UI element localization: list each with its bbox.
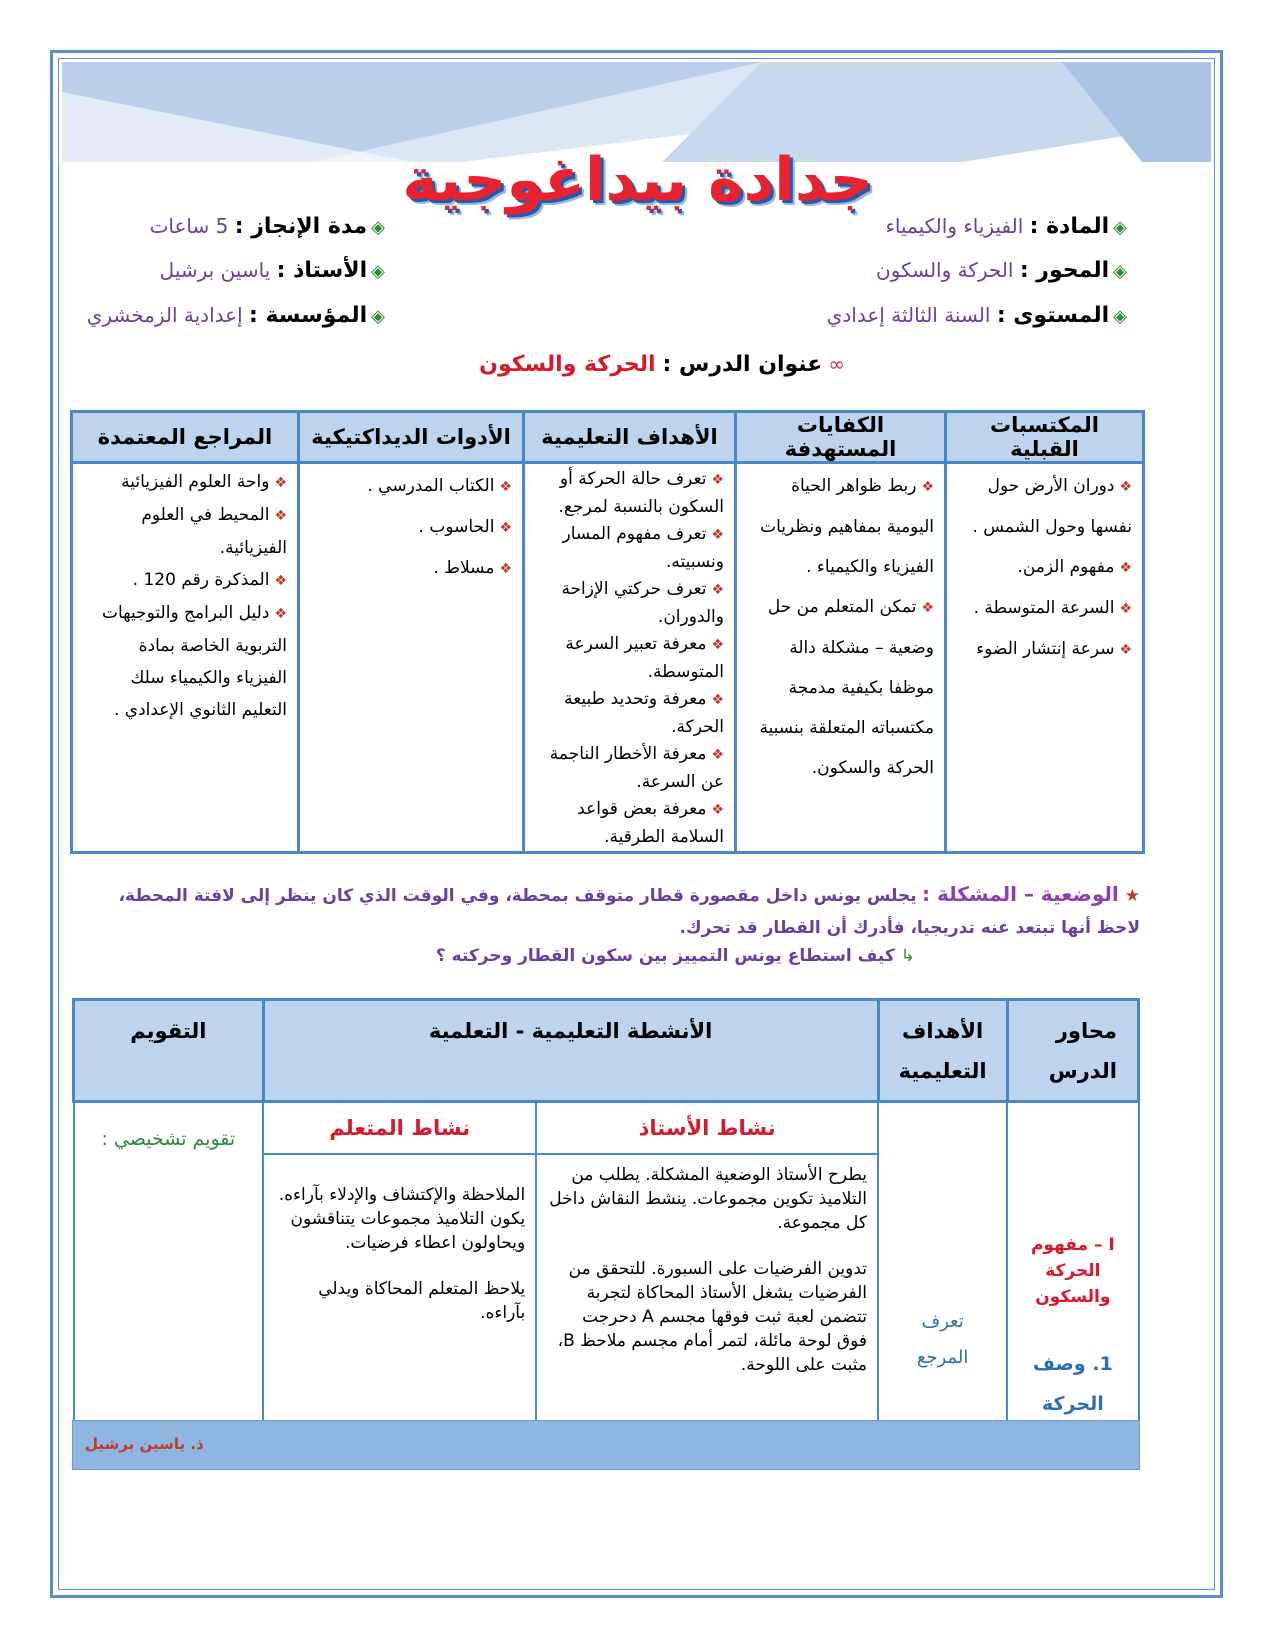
diamond-bullet-icon: ❖ — [1119, 601, 1132, 617]
list-item: ❖سرعة إنتشار الضوء — [976, 639, 1132, 659]
list-item: ❖المحيط في العلوم الفيزيائية. — [141, 505, 287, 558]
objectives-cell — [524, 463, 736, 853]
diamond-bullet-icon: ❖ — [711, 692, 724, 708]
subject-info: ◈المادة : الفيزياء والكيمياء — [885, 214, 1127, 239]
problem-question: ↳كيف استطاع يونس التمييز بين سكون القطار وحركته ؟ — [435, 946, 915, 966]
diamond-bullet-icon: ❖ — [274, 475, 287, 491]
diamond-bullet-icon: ❖ — [711, 472, 724, 488]
lesson-overview-table — [70, 410, 1145, 854]
list-item: ❖الحاسوب . — [418, 517, 512, 537]
header-activities: الأنشطة التعليمية - التعلمية — [263, 1000, 878, 1102]
teacher-activity-cell: يطرح الأستاذ الوضعية المشكلة. يطلب من التلاميذ تكوين مجموعات. ينشط النقاش داخل كل مجموعة. تدوين الفرضيات على السبورة. للتحقق من الفرضيات يشغل الأستاذ المحاكاة لتجربة تتضمن لعبة ثبت فوقها مجسم A دحرجت فوق لوحة مائلة، لتمر أمام مجسم ملاحظ B، مثبت على اللوحة. — [536, 1154, 878, 1462]
list-item: ❖معرفة بعض قواعد السلامة الطرقية. — [577, 799, 724, 847]
diamond-bullet-icon: ❖ — [499, 479, 512, 495]
goals-cell — [878, 1102, 1007, 1463]
arrow-icon: ↳ — [900, 946, 915, 966]
problem-situation-line2: لاحظ أنها تبتعد عنه تدريجيا، فأدرك أن القطار قد تحرك. — [679, 918, 1140, 938]
tools-cell — [299, 463, 524, 853]
list-item: ❖ربط ظواهر الحياة اليومية بمفاهيم ونظريات الفيزياء والكيمياء . — [760, 476, 934, 577]
school-info: ◈المؤسسة : إعدادية الزمخشري — [86, 303, 385, 328]
axis-info: ◈المحور : الحركة والسكون — [876, 258, 1127, 283]
diamond-bullet-icon: ❖ — [499, 561, 512, 577]
lesson-title: ∞عنوان الدرس : الحركة والسكون — [479, 352, 845, 377]
level-info: ◈المستوى : السنة الثالثة إعدادي — [826, 303, 1127, 328]
prior-knowledge-cell — [946, 463, 1144, 853]
diamond-bullet-icon: ❖ — [274, 606, 287, 622]
diamond-bullet-icon: ❖ — [711, 527, 724, 543]
ornament-icon: ∞ — [828, 352, 845, 376]
footer-author: ذ. ياسين برشيل — [85, 1435, 204, 1453]
diamond-bullet-icon: ❖ — [274, 573, 287, 589]
list-item: ❖مسلاط . — [433, 558, 512, 578]
teacher-activity-header: نشاط الأستاذ — [536, 1102, 878, 1155]
diamond-bullet-icon: ◈ — [371, 217, 385, 238]
header-tools: الأدوات الديداكتيكية — [299, 412, 524, 463]
list-item: ❖معرفة وتحديد طبيعة الحركة. — [564, 689, 724, 737]
star-icon: ★ — [1124, 886, 1140, 906]
diamond-bullet-icon: ◈ — [371, 261, 385, 282]
list-item: ❖تعرف حالة الحركة أو السكون بالنسبة لمرجع. — [558, 469, 724, 517]
diamond-bullet-icon: ❖ — [711, 802, 724, 818]
list-item: ❖تمكن المتعلم من حل وضعية – مشكلة دالة موظفا بكيفية مدمجة مكتسباته المتعلقة بنسبية الحركة والسكون. — [759, 597, 934, 778]
teacher-info: ◈الأستاذ : ياسين برشيل — [159, 258, 385, 283]
axis-main-title: I – مفهوم الحركة والسكون — [1030, 1235, 1115, 1307]
lesson-axes-cell — [1007, 1102, 1138, 1463]
duration-info: ◈مدة الإنجاز : 5 ساعات — [149, 214, 385, 239]
document-title: جدادة بيداغوجية — [402, 145, 873, 215]
header-lesson-axes: محاور الدرس — [1007, 1000, 1138, 1102]
learner-activity-header: نشاط المتعلم — [263, 1102, 536, 1155]
learner-activity-cell: الملاحظة والإكتشاف والإدلاء بآراءه. يكون التلاميذ مجموعات يتناقشون ويحاولون اعطاء فرضيات. يلاحظ المتعلم المحاكاة ويدلي بآراءه. — [263, 1154, 536, 1462]
list-item: ❖مفهوم الزمن. — [1017, 557, 1132, 577]
lesson-activities-table — [72, 998, 1140, 1463]
diamond-bullet-icon: ❖ — [711, 637, 724, 653]
evaluation-cell — [74, 1102, 264, 1463]
diamond-bullet-icon: ❖ — [921, 600, 934, 616]
list-item: ❖دوران الأرض حول نفسها وحول الشمس . — [972, 476, 1132, 537]
axis-subtitle: 1. وصف الحركة — [1032, 1353, 1113, 1415]
page-footer — [72, 1420, 1140, 1470]
diamond-bullet-icon: ◈ — [371, 306, 385, 327]
list-item: ❖المذكرة رقم 120 . — [132, 570, 287, 590]
list-item: ❖السرعة المتوسطة . — [973, 598, 1132, 618]
header-goals: الأهداف التعليمية — [878, 1000, 1007, 1102]
diamond-bullet-icon: ❖ — [1119, 642, 1132, 658]
header-prior-knowledge: المكتسبات القبلية — [946, 412, 1144, 463]
competencies-cell — [736, 463, 946, 853]
diamond-bullet-icon: ❖ — [499, 520, 512, 536]
list-item: ❖دليل البرامج والتوجيهات التربوية الخاصة بمادة الفيزياء والكيمياء سلك التعليم الثانوي الإعدادي . — [101, 603, 287, 720]
list-item: ❖تعرف حركتي الإزاحة والدوران. — [561, 579, 724, 627]
goal-text: تعرف المرجع — [916, 1311, 969, 1368]
header-competencies: الكفايات المستهدفة — [736, 412, 946, 463]
list-item: ❖معرفة الأخطار الناجمة عن السرعة. — [549, 744, 724, 792]
diamond-bullet-icon: ❖ — [711, 582, 724, 598]
diamond-bullet-icon: ❖ — [921, 479, 934, 495]
header-objectives: الأهداف التعليمية — [524, 412, 736, 463]
diamond-bullet-icon: ◈ — [1113, 306, 1127, 327]
list-item: ❖معرفة تعبير السرعة المتوسطة. — [565, 634, 724, 682]
diamond-bullet-icon: ◈ — [1113, 261, 1127, 282]
evaluation-text: تقويم تشخيصي : — [101, 1128, 236, 1150]
diamond-bullet-icon: ❖ — [274, 508, 287, 524]
references-cell — [72, 463, 299, 853]
list-item: ❖الكتاب المدرسي . — [367, 476, 512, 496]
header-evaluation: التقويم — [74, 1000, 264, 1102]
diamond-bullet-icon: ◈ — [1113, 217, 1127, 238]
list-item: ❖تعرف مفهوم المسار ونسبيته. — [562, 524, 724, 572]
list-item: ❖واحة العلوم الفيزيائية — [121, 472, 287, 492]
diamond-bullet-icon: ❖ — [1119, 479, 1132, 495]
diamond-bullet-icon: ❖ — [1119, 560, 1132, 576]
diamond-bullet-icon: ❖ — [711, 747, 724, 763]
header-references: المراجع المعتمدة — [72, 412, 299, 463]
problem-situation-line1: ★الوضعية – المشكلة : يجلس يونس داخل مقصورة قطار متوقف بمحطة، وفي الوقت الذي كان ينظر إلى لافتة المحطة، — [118, 882, 1140, 906]
